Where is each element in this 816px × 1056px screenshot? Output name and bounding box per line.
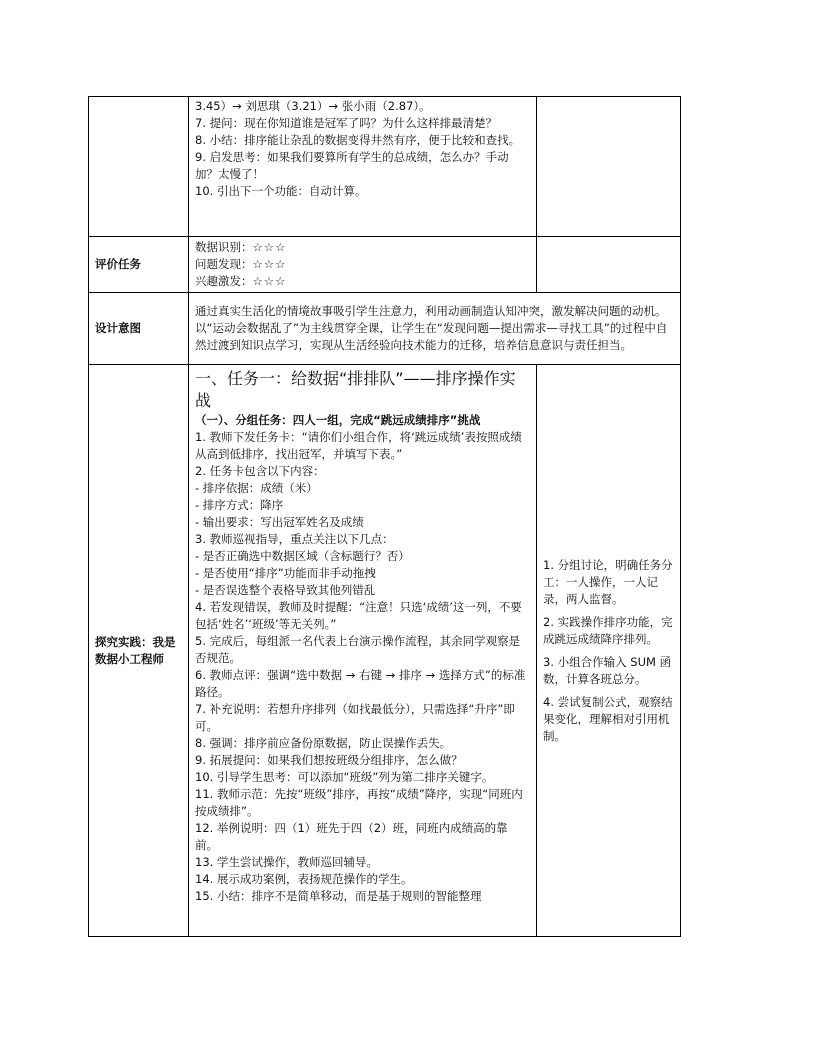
step-line: 4. 若发现错误，教师及时提醒：“注意！只选‘成绩’这一列，不要包括‘姓名’‘班级’等无关列。”: [195, 600, 522, 631]
rating-stars: ☆☆☆: [252, 240, 287, 254]
step-line: 1. 教师下发任务卡：“请你们小组合作，将‘跳远成绩’表按照成绩从高到低排序，找出冠军，并填写下表。”: [195, 430, 522, 461]
group-task-subtitle: （一）、分组任务：四人一组，完成“跳远成绩排序”挑战: [195, 413, 481, 427]
step-line: 7. 补充说明：若想升序排列（如找最低分），只需选择“升序”即可。: [195, 702, 515, 733]
row-label-design-intent: 设计意图: [89, 293, 189, 365]
table-row-continued-process: [89, 97, 681, 237]
student-activity-item: 3. 小组合作输入 SUM 函数，计算各班总分。: [543, 654, 672, 686]
rating-stars: ☆☆☆: [252, 257, 287, 271]
step-line: - 排序方式：降序: [195, 498, 284, 512]
evaluation-right-cell: [537, 237, 681, 293]
student-activity-cell: [537, 97, 681, 237]
step-line: 6. 教师点评：强调“选中数据 → 右键 → 排序 → 选择方式”的标准路径。: [195, 668, 526, 699]
step-line: 13. 学生尝试操作，教师巡回辅导。: [195, 855, 378, 869]
step-line: - 输出要求：写出冠军姓名及成绩: [195, 515, 364, 529]
rating-stars: ☆☆☆: [252, 274, 287, 288]
task-title: 一、任务一：给数据“排排队”——排序操作实战: [195, 369, 516, 410]
student-activity-item: 2. 实践操作排序功能，完成跳远成绩降序排列。: [543, 614, 673, 646]
evaluation-content-cell: [189, 237, 537, 293]
step-line: - 排序依据：成绩（米）: [195, 481, 318, 495]
row-label-exploration: 探究实践：我是数据小工程师: [89, 365, 189, 937]
step-line: - 是否误选整个表格导致其他列错乱: [195, 583, 376, 597]
table-row-evaluation: [89, 237, 681, 293]
step-line: 5. 完成后，每组派一名代表上台演示操作流程，其余同学观察是否规范。: [195, 634, 521, 665]
step-line: 8. 强调：排序前应备份原数据，防止误操作丢失。: [195, 736, 452, 750]
step-line: 3. 教师巡视指导，重点关注以下几点：: [195, 532, 394, 546]
step-line: 15. 小结：排序不是简单移动，而是基于规则的智能整理: [195, 889, 482, 903]
teacher-activity-cell: [189, 97, 537, 237]
text-line: 8. 小结：排序能让杂乱的数据变得井然有序，便于比较和查找。: [195, 133, 521, 147]
step-line: 2. 任务卡包含以下内容：: [195, 464, 325, 478]
evaluation-item: [195, 256, 530, 273]
row-label-evaluation: 评价任务: [89, 237, 189, 293]
evaluation-item-name: 数据识别：: [195, 240, 253, 254]
text-line: 10. 引出下一个功能：自动计算。: [195, 184, 367, 198]
step-line: 9. 拓展提问：如果我们想按班级分组排序，怎么做？: [195, 753, 463, 767]
evaluation-item-name: 问题发现：: [195, 257, 253, 271]
table-row-exploration: [89, 365, 681, 937]
step-line: 11. 教师示范：先按“班级”排序，再按“成绩”降序，实现“同班内按成绩排”。: [195, 787, 523, 818]
step-line: 14. 展示成功案例，表扬规范操作的学生。: [195, 872, 413, 886]
text-line: 9. 启发思考：如果我们要算所有学生的总成绩，怎么办？手动加？太慢了！: [195, 150, 509, 181]
evaluation-item: [195, 273, 530, 290]
student-activity-item: 1. 分组讨论，明确任务分工：一人操作，一人记录，两人监督。: [543, 557, 673, 606]
lesson-plan-table: [88, 96, 681, 937]
step-line: - 是否正确选中数据区域（含标题行？否）: [195, 549, 410, 563]
exploration-student-cell: [537, 365, 681, 937]
evaluation-item-name: 兴趣激发：: [195, 274, 253, 288]
text-line: 3.45）→ 刘思琪（3.21）→ 张小雨（2.87）。: [195, 99, 431, 113]
text-line: 7. 提问：现在你知道谁是冠军了吗？为什么这样排最清楚？: [195, 116, 498, 130]
step-line: 10. 引导学生思考：可以添加“班级”列为第二排序关键字。: [195, 770, 494, 784]
step-line: - 是否使用“排序”功能而非手动拖拽: [195, 566, 376, 580]
table-row-design-intent: [89, 293, 681, 365]
step-line: 12. 举例说明：四（1）班先于四（2）班，同班内成绩高的靠前。: [195, 821, 508, 852]
design-intent-text: 通过真实生活化的情境故事吸引学生注意力，利用动画制造认知冲突，激发解决问题的动机。以“运动会数据乱了”为主线贯穿全课，让学生在“发现问题—提出需求—寻找工具”的过程中自然过渡到知识点学习，实现从生活经验向技术能力的迁移，培养信息意识与责任担当。: [189, 293, 681, 365]
student-activity-item: 4. 尝试复制公式，观察结果变化，理解相对引用机制。: [543, 694, 673, 743]
evaluation-item: [195, 239, 530, 256]
row-label-cell: [89, 97, 189, 237]
exploration-teacher-cell: [189, 365, 537, 937]
